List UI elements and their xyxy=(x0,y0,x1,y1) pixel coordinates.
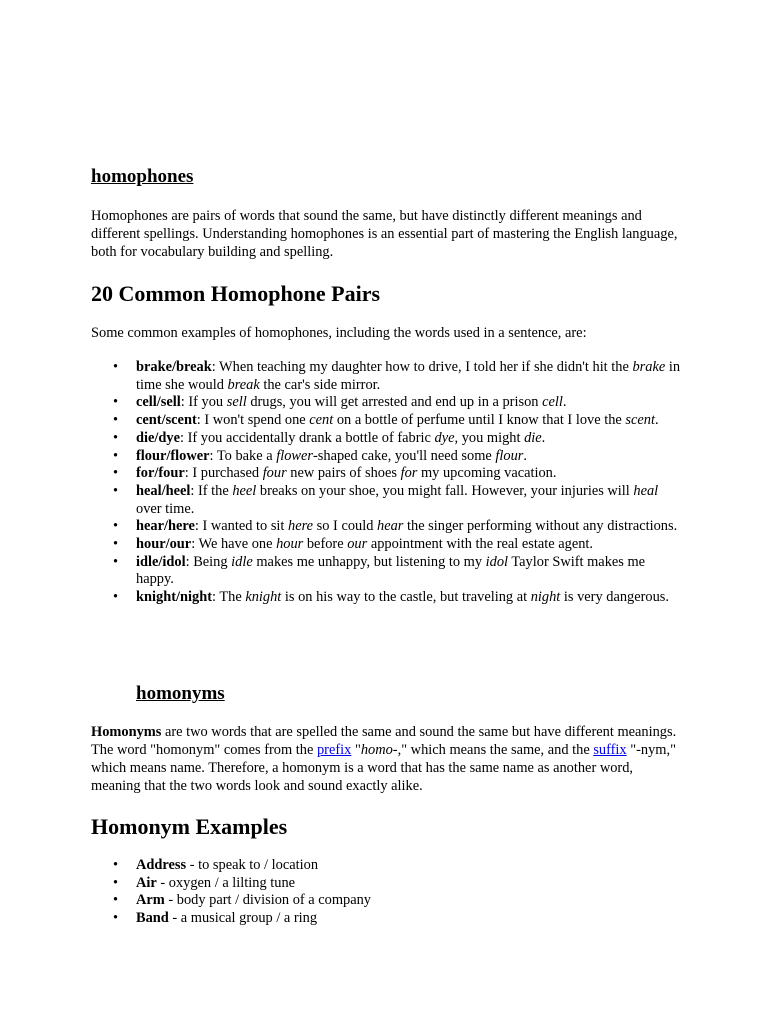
homonym-paragraph xyxy=(91,723,681,795)
heading-common-homophone-pairs: 20 Common Homophone Pairs xyxy=(91,281,381,306)
homophone-text: before xyxy=(303,536,348,553)
homophone-text: new pairs of shoes xyxy=(286,465,401,482)
homonym-text-1: are two words that are spelled the same and sound the same but have different meanings. The word "homonym" comes from the xyxy=(91,724,677,758)
homophone-list xyxy=(91,359,681,607)
homophone-text: Taylor Swift makes me happy. xyxy=(136,553,646,588)
list-item xyxy=(91,892,681,910)
homophone-italic: cell xyxy=(542,394,563,411)
list-item xyxy=(91,589,681,607)
list-item xyxy=(91,875,681,893)
heading-homonym-examples: Homonym Examples xyxy=(91,814,288,839)
homophone-term: cent/scent xyxy=(136,412,197,429)
homophone-text: the car's side mirror. xyxy=(259,376,381,393)
suffix-link[interactable]: suffix xyxy=(593,742,627,758)
homophone-italic: sell xyxy=(226,394,247,411)
bullet-icon: • xyxy=(113,518,119,535)
homophone-term: hour/our xyxy=(136,536,192,553)
homophone-text: in time she would xyxy=(136,359,681,393)
homophone-italic: cent xyxy=(309,412,334,429)
homophone-term: cell/sell xyxy=(136,394,181,411)
homophone-text: appointment with the real estate agent. xyxy=(367,536,593,553)
homophone-italic: knight xyxy=(245,589,282,606)
homophone-text: so I could xyxy=(313,518,378,535)
homophone-italic: brake xyxy=(632,359,666,375)
bullet-icon: • xyxy=(113,910,119,927)
homonym-desc: - oxygen / a lilting tune xyxy=(156,874,296,891)
homonym-desc: - a musical group / a ring xyxy=(168,910,318,927)
list-item xyxy=(91,448,681,466)
bullet-icon: • xyxy=(113,359,119,375)
homophone-term: idle/idol xyxy=(136,553,186,570)
homophone-text: : I won't spend one xyxy=(196,412,310,429)
homophone-italic: dye xyxy=(434,429,455,446)
homophone-text: over time. xyxy=(136,500,195,517)
homophone-term: die/dye xyxy=(136,429,180,446)
bullet-icon: • xyxy=(113,874,119,891)
homophone-text: on a bottle of perfume until I know that I love the xyxy=(333,412,626,429)
bullet-icon: • xyxy=(113,412,119,429)
homophone-italic: heal xyxy=(633,482,659,499)
homonym-term: Address xyxy=(136,857,187,873)
homophone-italic: flour xyxy=(495,447,524,464)
homophone-italic: break xyxy=(227,376,260,393)
prefix-link[interactable]: prefix xyxy=(316,742,352,758)
list-item xyxy=(91,465,681,483)
bullet-icon: • xyxy=(113,482,119,499)
homophone-term: heal/heel xyxy=(136,482,191,499)
homophone-italic: idle xyxy=(231,553,253,570)
homonym-term: Band xyxy=(136,910,169,927)
bullet-icon: • xyxy=(113,589,119,606)
homophone-term: knight/night xyxy=(136,589,212,606)
intro-paragraph: Homophones are pairs of words that sound the same, but have distinctly different meanings and different spellings. Understanding homophones is an essential part of mastering the English language, both for vocabulary building and spelling. xyxy=(91,208,678,260)
homophone-text: breaks on your shoe, you might fall. However, your injuries will xyxy=(256,482,634,499)
homonym-desc: - body part / division of a company xyxy=(164,892,372,909)
homophone-text: : If you accidentally drank a bottle of fabric xyxy=(179,429,435,446)
bullet-icon: • xyxy=(113,536,119,553)
homophone-italic: for xyxy=(400,465,418,482)
homophone-text: . xyxy=(562,394,567,411)
homophone-term: flour/flower xyxy=(136,447,210,464)
homophone-text: makes me unhappy, but listening to my xyxy=(252,553,486,570)
list-item xyxy=(91,359,681,394)
bullet-icon: • xyxy=(113,447,119,464)
bullet-icon: • xyxy=(113,465,119,482)
list-item xyxy=(91,483,681,518)
list-item xyxy=(91,430,681,448)
homonym-term: Air xyxy=(136,874,157,891)
list-item xyxy=(91,518,681,536)
bullet-icon: • xyxy=(113,892,119,909)
list-item xyxy=(91,412,681,430)
homonym-term: Arm xyxy=(136,892,165,909)
homophone-italic: four xyxy=(262,465,287,482)
homophone-text: : To bake a xyxy=(209,447,277,464)
homo-italic: homo- xyxy=(360,742,398,758)
homophone-italic: scent xyxy=(625,412,655,429)
homophone-text: is very dangerous. xyxy=(560,589,669,606)
homonym-text-3: ," which means the same, and the xyxy=(397,742,594,758)
homophone-italic: night xyxy=(530,589,561,606)
bullet-icon: • xyxy=(113,429,119,446)
homophone-text: drugs, you will get arrested and end up in a prison xyxy=(246,394,543,411)
homophone-text: my upcoming vacation. xyxy=(417,465,557,482)
homophone-text: : When teaching my daughter how to drive, I told her if she didn't hit the xyxy=(211,359,633,375)
homophone-italic: hour xyxy=(276,536,304,553)
homonyms-bold-term: Homonyms xyxy=(91,724,162,740)
homophone-term: brake/break xyxy=(136,359,212,375)
homophone-text: : Being xyxy=(185,553,232,570)
homophone-italic: hear xyxy=(377,518,404,535)
bullet-icon: • xyxy=(113,553,119,570)
homophone-term: hear/here xyxy=(136,518,195,535)
bullet-icon: • xyxy=(113,394,119,411)
homophone-italic: die xyxy=(524,429,542,446)
homonym-text-4: "-nym," which means name. Therefore, a homonym is a word that has the same name as another word, meaning that the two words look and sound exactly alike. xyxy=(91,742,676,794)
bullet-icon: • xyxy=(113,857,119,873)
list-item xyxy=(91,857,681,875)
section-title-homophones[interactable]: homophones xyxy=(91,166,194,187)
homophone-text: : We have one xyxy=(191,536,277,553)
section-title-homonyms[interactable]: homonyms xyxy=(136,683,225,704)
homophone-text: , you might xyxy=(454,429,525,446)
list-item xyxy=(91,536,681,554)
homophone-italic: idol xyxy=(485,553,509,570)
homophone-text: . xyxy=(523,447,528,464)
homophone-italic: our xyxy=(347,536,368,553)
homophone-italic: heel xyxy=(232,482,257,499)
homophone-text: : The xyxy=(212,589,246,606)
homophone-text: : I purchased xyxy=(184,465,263,482)
homonym-list xyxy=(91,857,681,928)
list-item xyxy=(91,554,681,589)
homonym-desc: - to speak to / location xyxy=(186,857,319,873)
homophone-text: : If you xyxy=(180,394,227,411)
homophone-italic: here xyxy=(288,518,314,535)
homophone-text: the singer performing without any distractions. xyxy=(403,518,678,535)
homonym-text-2: " xyxy=(351,742,361,758)
homophone-text: is on his way to the castle, but traveling at xyxy=(281,589,531,606)
homophone-text: -shaped cake, you'll need some xyxy=(312,447,496,464)
list-item xyxy=(91,910,681,928)
homophone-text: : If the xyxy=(190,482,233,499)
list-item xyxy=(91,394,681,412)
homophone-text: . xyxy=(541,429,546,446)
homophone-term: for/four xyxy=(136,465,185,482)
homophone-italic: flower xyxy=(276,447,313,464)
homophone-text: . xyxy=(654,412,659,429)
lead-paragraph: Some common examples of homophones, including the words used in a sentence, are: xyxy=(91,325,587,341)
homophone-text: : I wanted to sit xyxy=(194,518,289,535)
